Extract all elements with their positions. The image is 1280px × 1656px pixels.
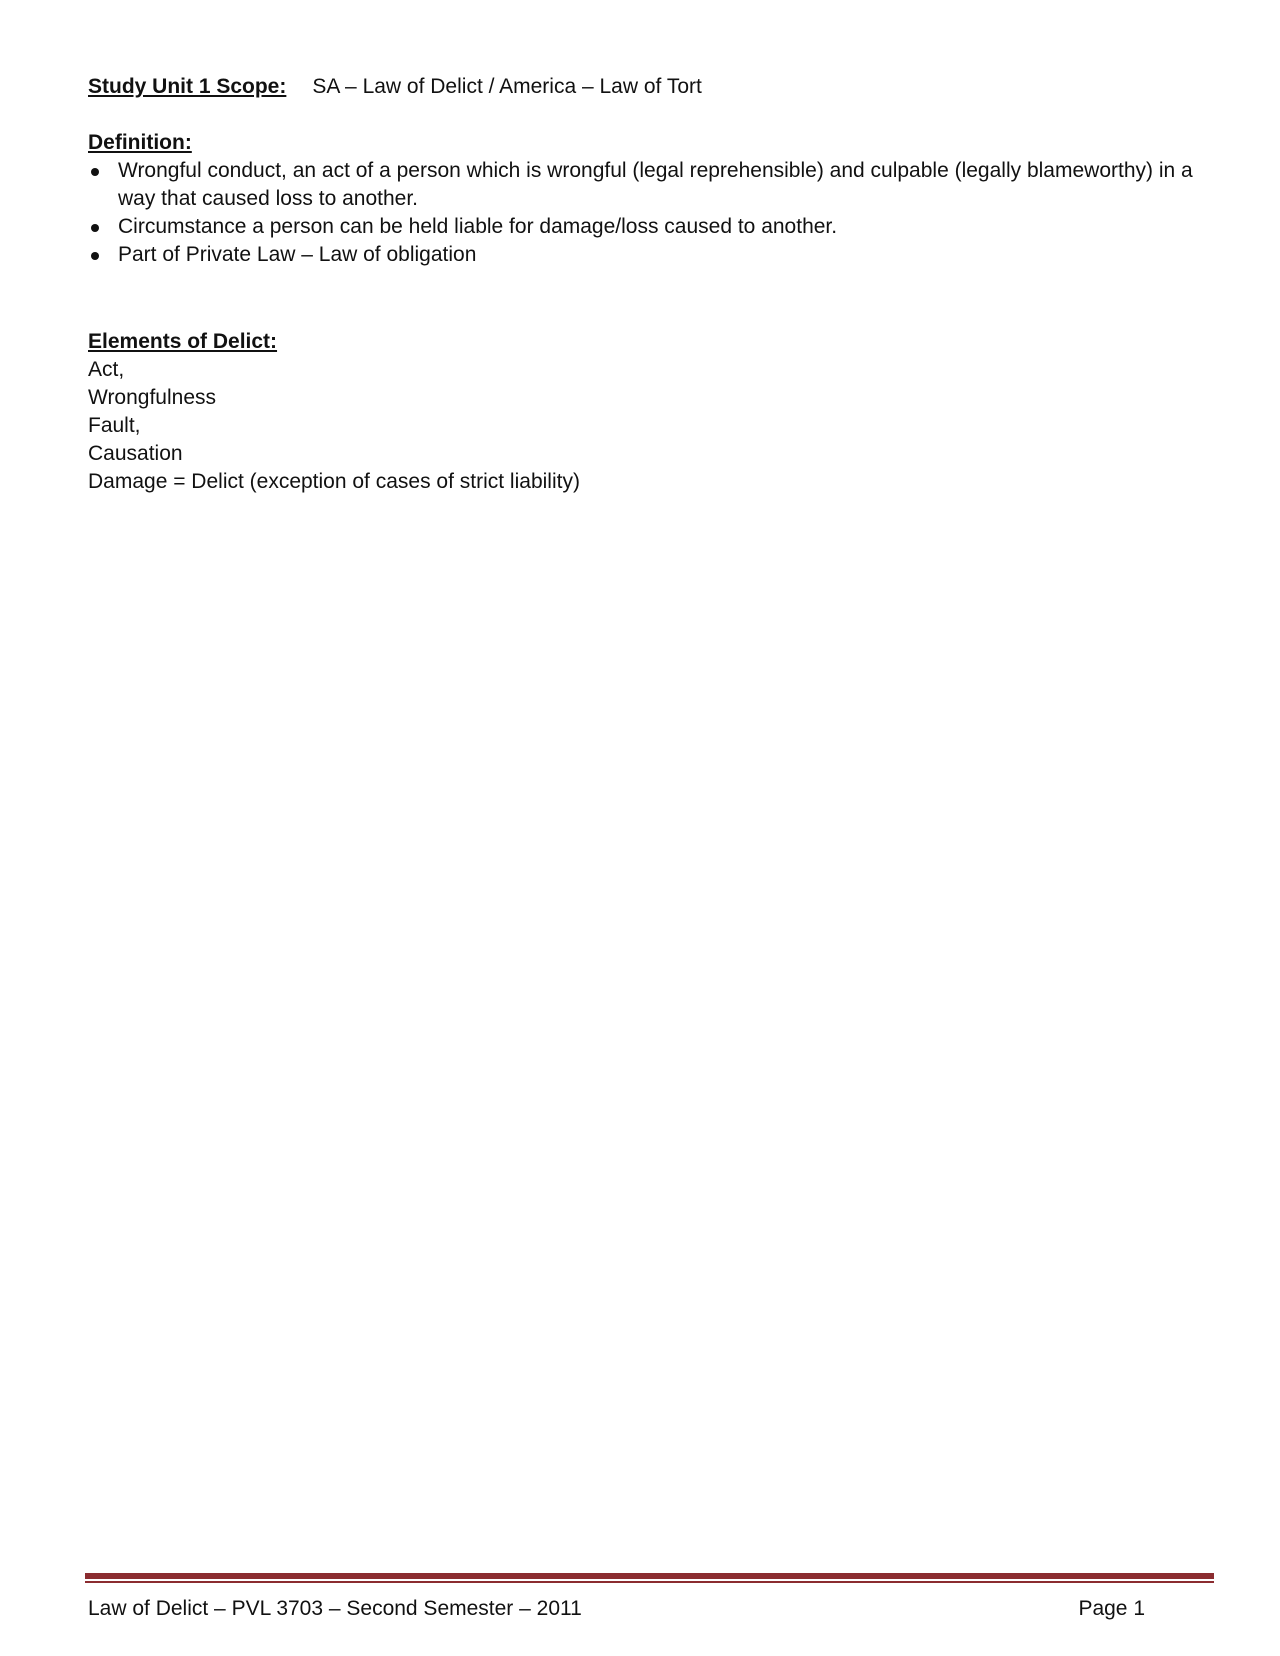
- elements-section: [88, 328, 580, 496]
- definition-bullet-text: Wrongful conduct, an act of a person which is wrongful (legal reprehensible) and culpable (legally blameworthy) in a way that caused loss to another.: [118, 159, 1193, 210]
- footer-divider: [85, 1573, 1214, 1583]
- footer-page-number: Page 1: [1078, 1597, 1145, 1620]
- element-item: Wrongfulness: [88, 386, 217, 409]
- bullet-icon: [91, 224, 99, 232]
- footer-rule-thick: [85, 1573, 1214, 1579]
- element-item: Act,: [88, 358, 125, 381]
- footer-course-text: Law of Delict – PVL 3703 – Second Semester – 2011: [88, 1597, 582, 1620]
- definition-list: [88, 157, 1208, 269]
- definition-section: [88, 129, 1208, 269]
- elements-heading: Elements of Delict:: [88, 330, 278, 353]
- list-item: [88, 157, 1208, 213]
- scope-value: SA – Law of Delict / America – Law of Tort: [312, 75, 702, 98]
- element-item: Damage = Delict (exception of cases of strict liability): [88, 470, 580, 493]
- definition-heading: Definition:: [88, 131, 192, 154]
- bullet-icon: [91, 252, 99, 260]
- element-item: Fault,: [88, 414, 141, 437]
- definition-bullet-text: Circumstance a person can be held liable for damage/loss caused to another.: [118, 215, 838, 238]
- bullet-icon: [91, 168, 99, 176]
- element-item: Causation: [88, 442, 183, 465]
- scope-line: [88, 73, 702, 101]
- list-item: [88, 241, 1208, 269]
- definition-bullet-text: Part of Private Law – Law of obligation: [118, 243, 477, 266]
- footer-rule-thin: [85, 1581, 1214, 1583]
- scope-heading: Study Unit 1 Scope:: [88, 75, 287, 98]
- list-item: [88, 213, 1208, 241]
